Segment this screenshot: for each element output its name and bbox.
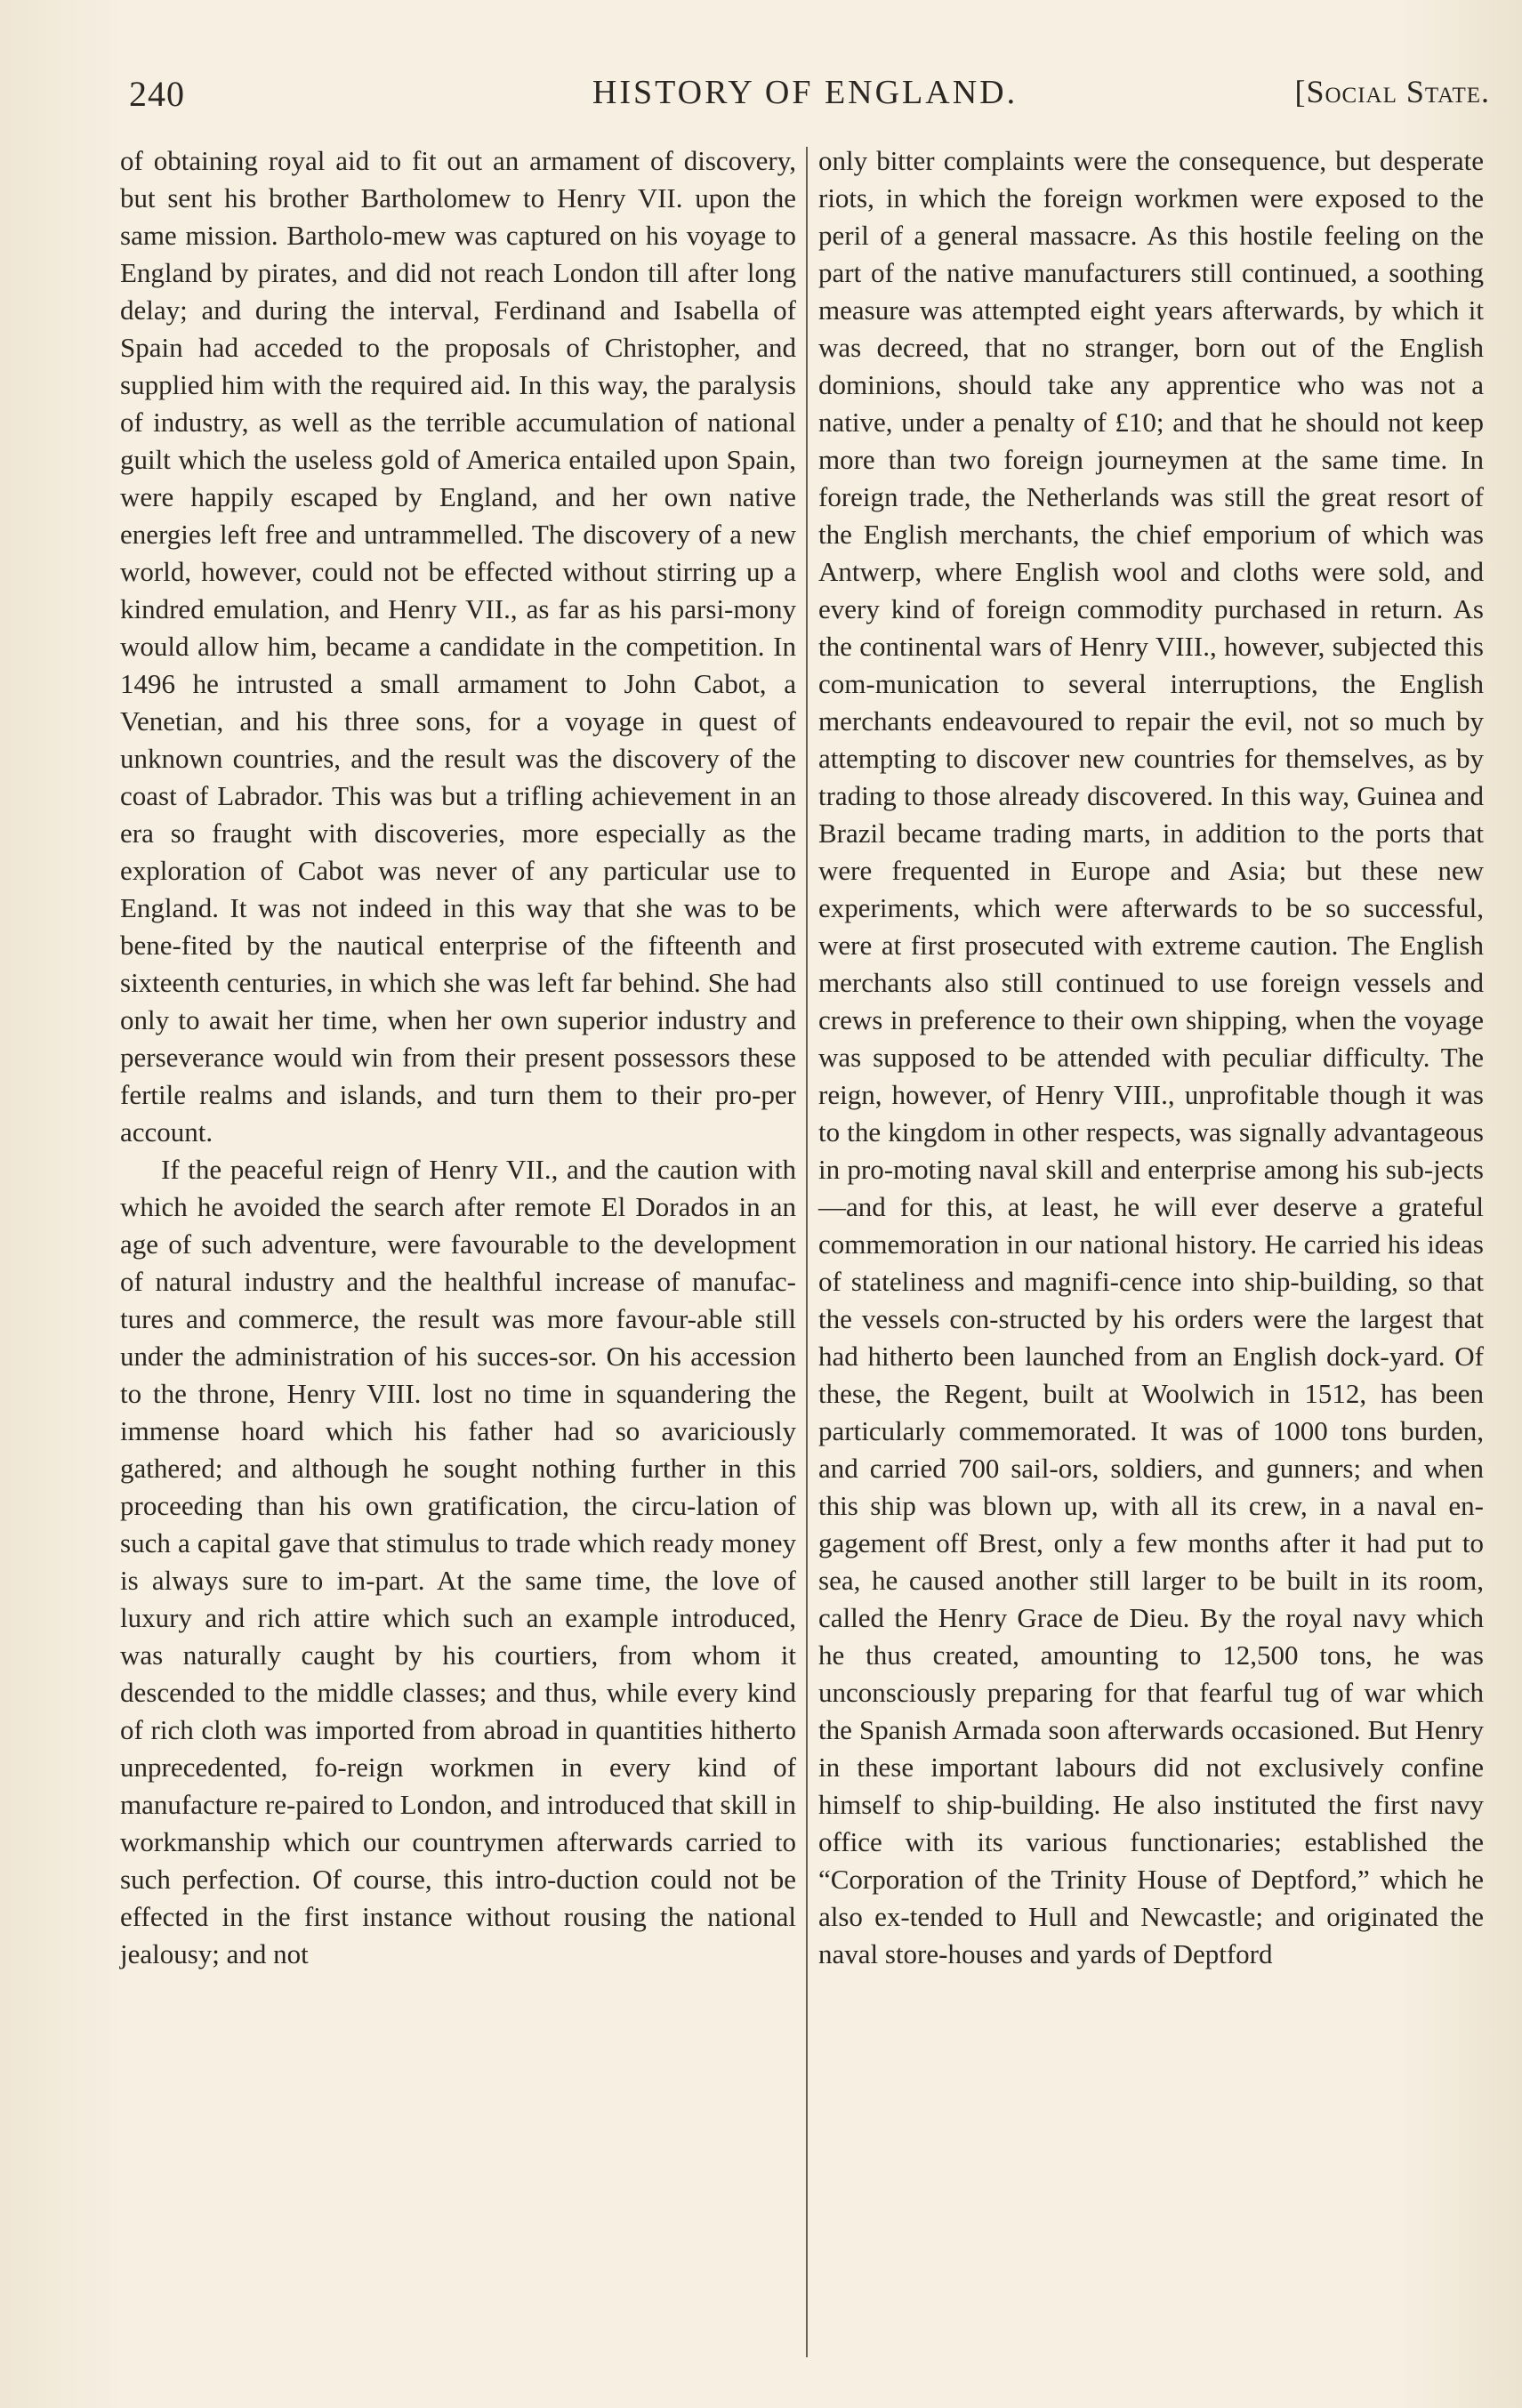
left-paragraph-1: of obtaining royal aid to fit out an armament of discovery, but sent his brother Bartholomew to Henry VII. upon the same mission. Bartholo-mew was captured on his voyage to England by pirates, and did not reach London till after long delay; and during the interval, Ferdinand and Isabella of Spain had acceded to the proposals of Christopher, and supplied him with the required aid. In this way, the paralysis of industry, as well as the terrible accumulation of national guilt which the useless gold of America entailed upon Spain, were happily escaped by England, and her own native energies left free and untrammelled. The discovery of a new world, however, could not be effected without stirring up a kindred emulation, and Henry VII., as far as his parsi-mony would allow him, became a candidate in the competition. In 1496 he intrusted a small armament to John Cabot, a Venetian, and his three sons, for a voyage in quest of unknown countries, and the result was the discovery of the coast of Labrador. This was but a trifling achievement in an era so fraught with discoveries, more especially as the exploration of Cabot was never of any particular use to England. It was not indeed in this way that she was to be bene-fited by the nautical enterprise of the fifteenth and sixteenth centuries, in which she was left far behind. She had only to await her time, when her own superior industry and perseverance would win from their present possessors these fertile realms and islands, and turn them to their pro-per account. xyxy=(120,145,796,1148)
right-column xyxy=(818,142,1484,1973)
page-number: 240 xyxy=(129,74,185,114)
column-divider xyxy=(806,147,808,2357)
page-header xyxy=(120,73,1490,126)
right-paragraph-1: only bitter complaints were the consequence, but desperate riots, in which the foreign workmen were exposed to the peril of a general massacre. As this hostile feeling on the part of the native manufacturers still continued, a soothing measure was attempted eight years afterwards, by which it was decreed, that no stranger, born out of the English dominions, should take any apprentice who was not a native, under a penalty of £10; and that he should not keep more than two foreign journeymen at the same time. In foreign trade, the Netherlands was still the great resort of the English merchants, the chief emporium of which was Antwerp, where English wool and cloths were sold, and every kind of foreign commodity purchased in return. As the continental wars of Henry VIII., however, subjected this com-munication to several interruptions, the English merchants endeavoured to repair the evil, not so much by attempting to discover new countries for themselves, as by trading to those already discovered. In this way, Guinea and Brazil became trading marts, in addition to the ports that were frequented in Europe and Asia; but these new experiments, which were afterwards to be so successful, were at first prosecuted with extreme caution. The English merchants also still continued to use foreign vessels and crews in preference to their own shipping, when the voyage was supposed to be attended with peculiar difficulty. The reign, however, of Henry VIII., unprofitable though it was to the kingdom in other respects, was signally advantageous in pro-moting naval skill and enterprise among his sub-jects—and for this, at least, he will ever deserve a grateful commemoration in our national history. He carried his ideas of stateliness and magnifi-cence into ship-building, so that the vessels con-structed by his orders were the largest that had hitherto been launched from an English dock-yard. Of these, the Regent, built at Woolwich in 1512, has been particularly commemorated. It was of 1000 tons burden, and carried 700 sail-ors, soldiers, and gunners; and when this ship was blown up, with all its crew, in a naval en-gagement off Brest, only a few months after it had put to sea, he caused another still larger to be built in its room, called the Henry Grace de Dieu. By the royal navy which he thus created, amounting to 12,500 tons, he was unconsciously preparing for that fearful tug of war which the Spanish Armada soon afterwards occasioned. But Henry in these important labours did not exclusively confine himself to ship-building. He also instituted the first navy office with its various functionaries; established the “Corporation of the Trinity House of Deptford,” which he also ex-tended to Hull and Newcastle; and originated the naval store-houses and yards of Deptford xyxy=(818,145,1484,1969)
left-column xyxy=(120,142,796,1973)
running-title: HISTORY OF ENGLAND. xyxy=(592,74,1019,111)
section-tag: [Social State. xyxy=(1294,74,1490,109)
left-paragraph-2: If the peaceful reign of Henry VII., and the caution with which he avoided the search after remote El Dorados in an age of such adventure, were favourable to the development of natural industry and the healthful increase of manufac-tures and commerce, the result was more favour-able still under the administration of his succes-sor. On his accession to the throne, Henry VIII. lost no time in squandering the immense hoard which his father had so avariciously gathered; and although he sought nothing further in this proceeding than his own gratification, the circu-lation of such a capital gave that stimulus to trade which ready money is always sure to im-part. At the same time, the love of luxury and rich attire which such an example introduced, was naturally caught by his courtiers, from whom it descended to the middle classes; and thus, while every kind of rich cloth was imported from abroad in quantities hitherto unprecedented, fo-reign workmen in every kind of manufacture re-paired to London, and introduced that skill in workmanship which our countrymen afterwards carried to such perfection. Of course, this intro-duction could not be effected in the first instance without rousing the national jealousy; and not xyxy=(120,1154,796,1969)
